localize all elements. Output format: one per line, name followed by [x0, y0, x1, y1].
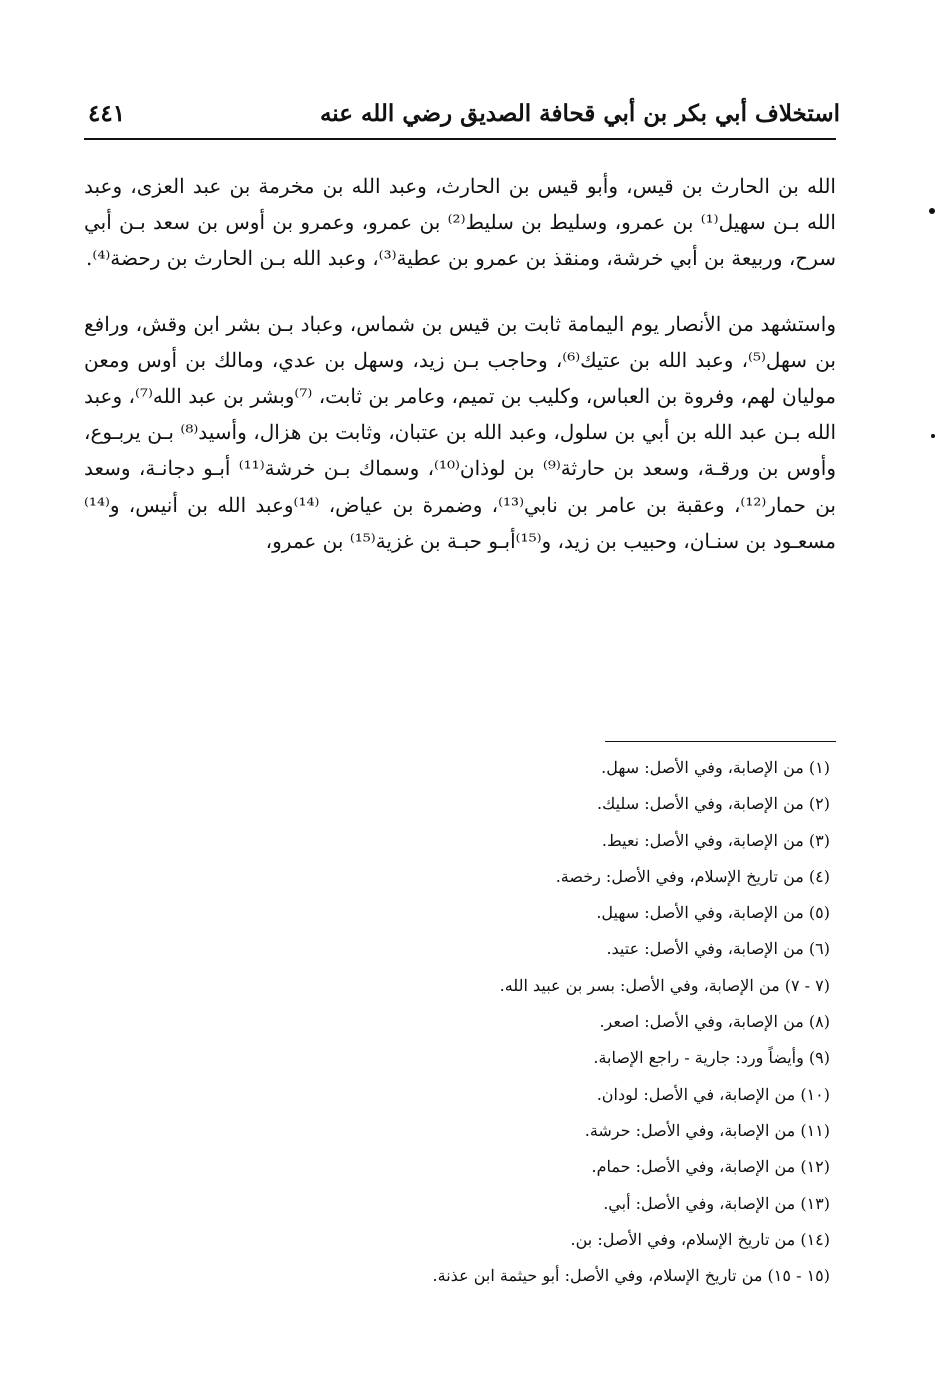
- footnote: (٧ - ٧) من الإصابة، وفي الأصل: بسر بن عبيد الله.: [499, 975, 830, 995]
- footnote: (٥) من الإصابة، وفي الأصل: سهيل.: [596, 903, 830, 923]
- scan-speck: [929, 208, 935, 214]
- footnote: (١٤) من تاريخ الإسلام، وفي الأصل: بن.: [570, 1229, 830, 1249]
- scan-speck: [931, 434, 935, 438]
- footnote: (٩) وأيضاً ورد: جارية - راجع الإصابة.: [593, 1048, 830, 1068]
- footnote: (٨) من الإصابة، وفي الأصل: اصعر.: [599, 1012, 830, 1032]
- footnote: (١٠) من الإصابة، في الأصل: لودان.: [596, 1084, 830, 1104]
- footnote: (١٢) من الإصابة، وفي الأصل: حمام.: [591, 1157, 830, 1177]
- footnotes: [84, 750, 836, 1294]
- footnote: (١٣) من الإصابة، وفي الأصل: أبي.: [603, 1193, 830, 1213]
- footnote: (١) من الإصابة، وفي الأصل: سهل.: [601, 758, 830, 777]
- page-number: ٤٤١: [88, 100, 126, 127]
- header-rule: [84, 138, 836, 140]
- main-text: [84, 168, 836, 559]
- footnote: (١٥ - ١٥) من تاريخ الإسلام، وفي الأصل: أبو حيثمة ابن عذنة.: [432, 1266, 830, 1286]
- footnote-rule: [605, 741, 836, 742]
- body-paragraph: الله بن الحارث بن قيس، وأبو قيس بن الحارث، وعبد الله بن مخرمة بن عبد العزى، وعبد الله بـن سهيل⁽¹⁾ بن عمرو، وسليط بن سليط⁽²⁾ بن عمرو، وعمرو بن أوس بن سعد بـن أبي سرح، وربيعة بن أبي خرشة، ومنقذ بن عمرو بن عطية⁽³⁾، وعبد الله بـن الحارث بن رحضة⁽⁴⁾.: [84, 174, 836, 271]
- footnote: (٤) من تاريخ الإسلام، وفي الأصل: رخصة.: [555, 866, 830, 886]
- footnote: (١١) من الإصابة، وفي الأصل: حرشة.: [584, 1120, 830, 1140]
- footnote: (٣) من الإصابة، وفي الأصل: نعيط.: [601, 830, 830, 850]
- footnote: (٢) من الإصابة، وفي الأصل: سليك.: [597, 794, 830, 814]
- footnote: (٦) من الإصابة، وفي الأصل: عتيد.: [606, 939, 830, 959]
- running-header-title: استخلاف أبي بكر بن أبي قحافة الصديق رضي الله عنه: [319, 100, 840, 127]
- body-paragraph: واستشهد من الأنصار يوم اليمامة ثابت بن قيس بن شماس، وعباد بـن بشر ابن وقش، ورافع بن سهل⁽⁵⁾، وعبد الله بن عتيك⁽⁶⁾، وحاجب بـن زيد، وسهل بن عدي، ومالك بن أوس ومعن موليان لهم، وفروة بن العباس، وكليب بن تميم، وعامر بن ثابت، ⁽⁷⁾وبشر بن عبد الله⁽⁷⁾، وعبد الله بـن عبد الله بن أبي بن سلول، وعبد الله بن عتبان، وثابت بن هزال، وأسيد⁽⁸⁾ بـن يربـوع، وأوس بن ورقـة، وسعد بن حارثة⁽⁹⁾ بن لوذان⁽¹⁰⁾، وسماك بـن خرشة⁽¹¹⁾ أبـو دجانـة، وسعد بن حمار⁽¹²⁾، وعقبة بن عامر بن نابي⁽¹³⁾، وضمرة بن عياض، ⁽¹⁴⁾وعبد الله بن أنيس، و⁽¹⁴⁾مسعـود بن سنـان، وحبيب بن زيد، و⁽¹⁵⁾أبـو حبـة بن غزية⁽¹⁵⁾ بن عمرو،: [84, 311, 837, 553]
